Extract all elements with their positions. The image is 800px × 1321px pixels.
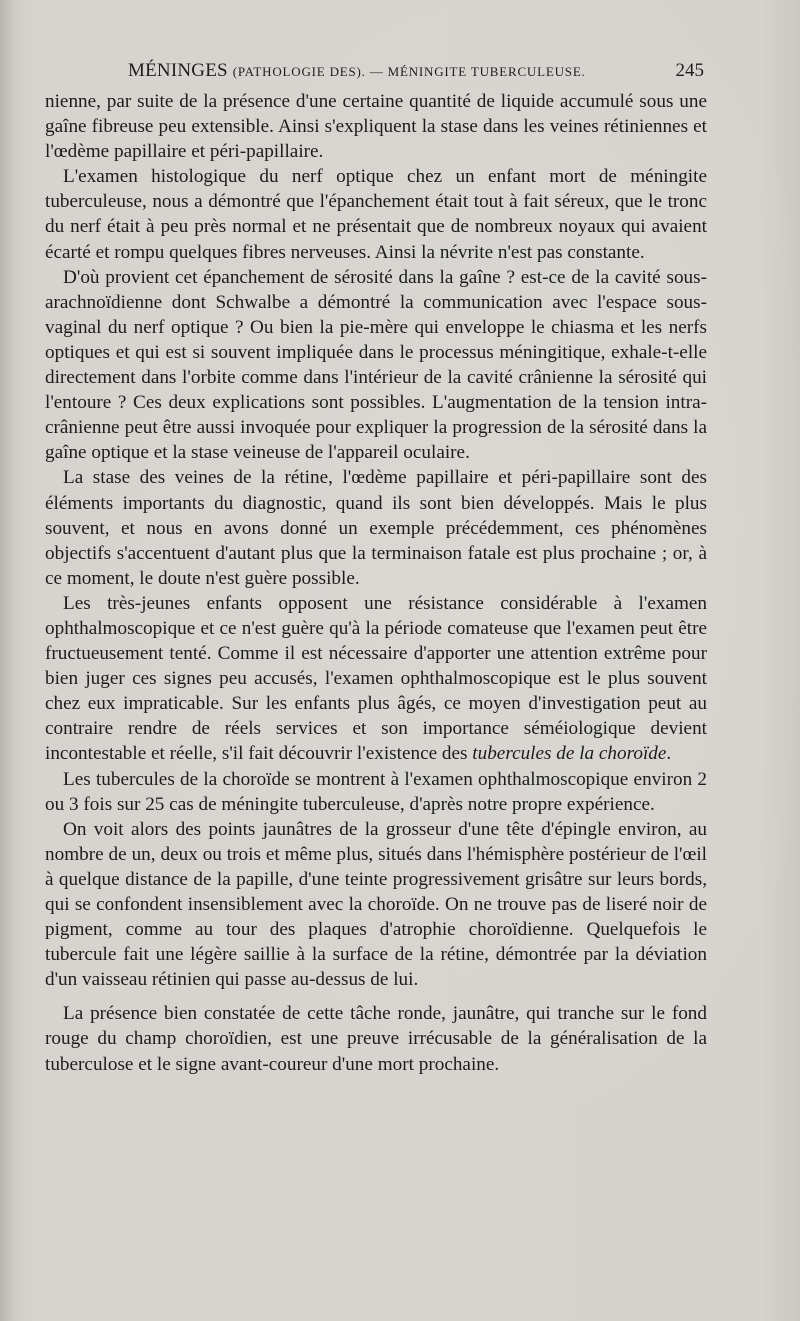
paragraph: [45, 591, 707, 767]
running-header: [40, 60, 712, 84]
paragraph-text: Les très-jeunes enfants opposent une résistance considérable à l'examen ophthalmoscopique et ce n'est guère qu'à la période comateuse que l'examen peut être fructueusement tenté. Comme il est nécessaire d'apporter une attention extrême pour bien juger ces signes peu accusés, l'examen ophthalmoscopique est le plus souvent chez eux impraticable. Sur les enfants plus âgés, ce moyen d'investigation peut au contraire rendre de réels services et son importance séméiologique devient incontestable et réelle, s'il fait découvrir l'existence des: [45, 592, 707, 765]
running-title: [128, 60, 586, 82]
paragraph: La présence bien constatée de cette tâche ronde, jaunâtre, qui tranche sur le fond rouge du champ choroïdien, est une preuve irrécusable de la généralisation de la tuberculose et le signe avant-coureur d'une mort prochaine.: [45, 1003, 707, 1075]
paragraph: L'examen histologique du nerf optique chez un enfant mort de méningite tuberculeuse, nous a démontré que l'épanchement était tout à fait séreux, que le tronc du nerf était à peu près normal et ne présentait que de nombreux noyaux qui avaient écarté et rompu quelques fibres nerveuses. Ainsi la névrite n'est pas constante.: [45, 166, 707, 263]
paragraph: On voit alors des points jaunâtres de la grosseur d'une tête d'épingle environ, au nombre de un, deux ou trois et même plus, situés dans l'hémisphère postérieur de l'œil à quelque distance de la papille, d'une teinte progressivement grisâtre sur leurs bords, qui se confondent insensiblement avec la choroïde. On ne trouve pas de liseré noir de pigment, comme au tour des plaques d'atrophie choroïdienne. Quelquefois le tubercule fait une légère saillie à la surface de la rétine, démontrée par la déviation d'un vaisseau rétinien qui passe au-dessus de lui.: [45, 818, 707, 991]
paragraph: Les tubercules de la choroïde se montrent à l'examen ophthalmoscopique environ 2 ou 3 fois sur 25 cas de méningite tuberculeuse, d'après notre propre expérience.: [45, 768, 707, 815]
paragraph: nienne, par suite de la présence d'une certaine quantité de liquide accumulé sous une gaîne fibreuse peu extensible. Ainsi s'expliquent la stase dans les veines rétiniennes et l'œdème papillaire et péri-papillaire.: [45, 91, 707, 163]
running-title-sub: (PATHOLOGIE DES). — MÉNINGITE TUBERCULEUSE.: [232, 64, 586, 79]
paragraph: D'où provient cet épanchement de sérosité dans la gaîne ? est-ce de la cavité sous-arachnoïdienne dont Schwalbe a démontré la communication avec l'espace sous-vaginal du nerf optique ? Ou bien la pie-mère qui enveloppe le chiasma et les nerfs optiques et qui est si souvent impliquée dans le processus méningitique, exhale-t-elle directement dans l'orbite comme dans l'intérieur de la cavité crânienne la sérosité qui l'entoure ? Ces deux explications sont possibles. L'augmentation de la tension intra-crânienne peut être aussi invoquée pour expliquer la progression de la sérosité dans la gaîne optique et la stase veineuse de l'appareil oculaire.: [45, 266, 707, 464]
running-title-main: MÉNINGES: [128, 60, 228, 81]
paragraph: La stase des veines de la rétine, l'œdème papillaire et péri-papillaire sont des éléments importants du diagnostic, quand ils sont bien développés. Mais le plus souvent, et nous en avons donné un exemple précédemment, ces phénomènes objectifs s'accentuent d'autant plus que la terminaison fatale est plus prochaine ; or, à ce moment, le doute n'est guère possible.: [45, 467, 707, 589]
italic-term: tubercules de la choroïde: [472, 743, 667, 765]
paragraph-end: .: [666, 743, 672, 765]
page-number: 245: [675, 60, 704, 81]
body-text: [45, 89, 707, 1077]
